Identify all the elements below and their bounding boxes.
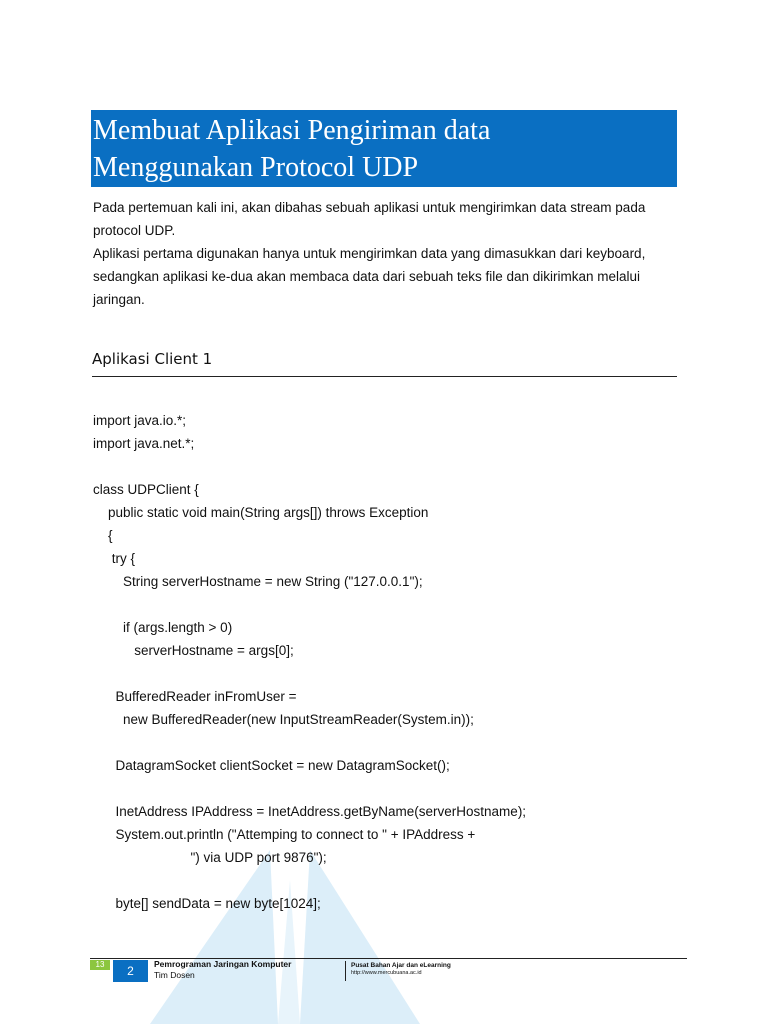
page-footer [0,958,768,988]
code-line: InetAddress IPAddress = InetAddress.getByName(serverHostname); [93,804,527,819]
section-heading-text: Aplikasi Client 1 [92,350,213,368]
code-block [93,409,683,915]
code-line: serverHostname = args[0]; [93,643,294,658]
code-line: System.out.println ("Attemping to connect to " + IPAddress + [93,827,476,842]
code-line [93,662,683,685]
code-line [93,731,683,754]
intro-paragraph-2: Aplikasi pertama digunakan hanya untuk mengirimkan data yang dimasukkan dari keyboard, sedangkan aplikasi ke-dua akan membaca data dari sebuah teks file dan dikirimkan melalui jaringan. [93,246,646,307]
code-line [93,777,683,800]
code-line: import java.net.*; [93,436,195,451]
code-line: import java.io.*; [93,413,187,428]
code-line: byte[] sendData = new byte[1024]; [93,896,321,911]
code-line: String serverHostname = new String ("127.0.0.1"); [93,574,423,589]
footer-small-badge: 13 [90,960,110,970]
footer-center-name: Pusat Bahan Ajar dan eLearning [351,962,451,969]
title-line-1: Membuat Aplikasi Pengiriman data [93,115,491,146]
code-line [93,869,683,892]
footer-course-title: Pemrograman Jaringan Komputer [154,959,292,969]
footer-divider [345,961,346,981]
code-line: BufferedReader inFromUser = [93,689,297,704]
code-line: new BufferedReader(new InputStreamReader(System.in)); [93,712,474,727]
code-line: try { [93,551,136,566]
intro-paragraph-1: Pada pertemuan kali ini, akan dibahas sebuah aplikasi untuk mengirimkan data stream pada protocol UDP. [93,200,646,238]
code-line: class UDPClient { [93,482,199,497]
footer-author: Tim Dosen [154,970,195,980]
code-line: DatagramSocket clientSocket = new DatagramSocket(); [93,758,450,773]
footer-url: http://www.mercubuana.ac.id [351,970,422,976]
code-line [93,455,683,478]
page-number-badge: 2 [113,960,148,982]
section-heading [92,350,677,377]
page-title [91,110,677,187]
code-line: ") via UDP port 9876"); [93,850,327,865]
intro-text [93,196,683,311]
code-line: public static void main(String args[]) throws Exception [93,505,429,520]
code-line: if (args.length > 0) [93,620,233,635]
code-line: { [93,528,113,543]
code-line [93,593,683,616]
title-line-2: Menggunakan Protocol UDP [93,152,419,183]
